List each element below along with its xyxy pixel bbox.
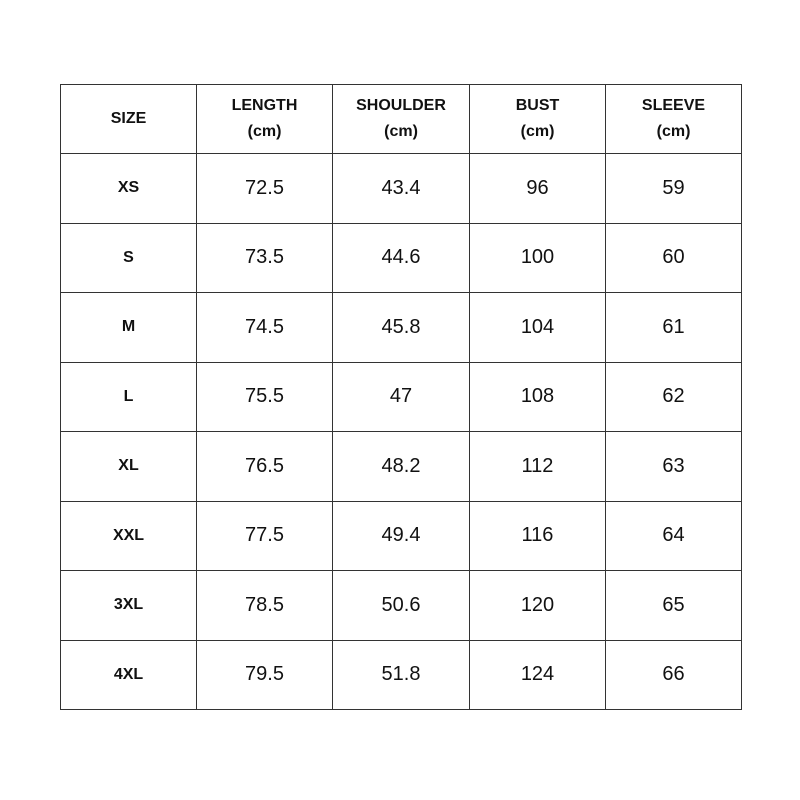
- header-bust-unit: (cm): [520, 123, 555, 140]
- size-chart-table: [60, 84, 742, 710]
- shoulder-cell: 43.4: [333, 154, 470, 224]
- header-length-label: LENGTH: [231, 97, 298, 114]
- length-cell: 78.5: [197, 571, 333, 641]
- bust-cell: 112: [470, 432, 606, 502]
- table-row: [61, 432, 742, 502]
- header-shoulder-label: SHOULDER: [356, 97, 446, 114]
- table-row: [61, 362, 742, 432]
- length-cell: 73.5: [197, 223, 333, 293]
- sleeve-cell: 62: [606, 362, 742, 432]
- header-size: [61, 85, 197, 154]
- sleeve-cell: 66: [606, 640, 742, 710]
- sleeve-cell: 65: [606, 571, 742, 641]
- table-row: [61, 640, 742, 710]
- header-sleeve-unit: (cm): [656, 123, 691, 140]
- bust-cell: 104: [470, 293, 606, 363]
- size-cell: L: [61, 362, 197, 432]
- shoulder-cell: 49.4: [333, 501, 470, 571]
- sleeve-cell: 61: [606, 293, 742, 363]
- length-cell: 74.5: [197, 293, 333, 363]
- header-sleeve: [606, 85, 742, 154]
- size-cell: S: [61, 223, 197, 293]
- header-length-unit: (cm): [247, 123, 282, 140]
- bust-cell: 96: [470, 154, 606, 224]
- size-cell: 4XL: [61, 640, 197, 710]
- length-cell: 75.5: [197, 362, 333, 432]
- bust-cell: 108: [470, 362, 606, 432]
- sleeve-cell: 59: [606, 154, 742, 224]
- size-cell: XS: [61, 154, 197, 224]
- bust-cell: 100: [470, 223, 606, 293]
- header-bust: [470, 85, 606, 154]
- sleeve-cell: 60: [606, 223, 742, 293]
- table-row: [61, 571, 742, 641]
- size-cell: XL: [61, 432, 197, 502]
- shoulder-cell: 47: [333, 362, 470, 432]
- size-cell: 3XL: [61, 571, 197, 641]
- sleeve-cell: 63: [606, 432, 742, 502]
- header-shoulder: [333, 85, 470, 154]
- length-cell: 76.5: [197, 432, 333, 502]
- header-shoulder-unit: (cm): [384, 123, 418, 140]
- shoulder-cell: 45.8: [333, 293, 470, 363]
- shoulder-cell: 48.2: [333, 432, 470, 502]
- length-cell: 72.5: [197, 154, 333, 224]
- header-bust-label: BUST: [515, 97, 560, 114]
- header-size-label: SIZE: [110, 110, 147, 127]
- shoulder-cell: 51.8: [333, 640, 470, 710]
- table-row: [61, 154, 742, 224]
- length-cell: 79.5: [197, 640, 333, 710]
- header-sleeve-label: SLEEVE: [641, 97, 706, 114]
- sleeve-cell: 64: [606, 501, 742, 571]
- size-cell: XXL: [61, 501, 197, 571]
- shoulder-cell: 50.6: [333, 571, 470, 641]
- table-header: [61, 85, 742, 154]
- bust-cell: 120: [470, 571, 606, 641]
- table-row: [61, 223, 742, 293]
- table-row: [61, 501, 742, 571]
- table-body: [61, 154, 742, 710]
- header-row: [61, 85, 742, 154]
- header-length: [197, 85, 333, 154]
- table-row: [61, 293, 742, 363]
- bust-cell: 124: [470, 640, 606, 710]
- shoulder-cell: 44.6: [333, 223, 470, 293]
- bust-cell: 116: [470, 501, 606, 571]
- size-cell: M: [61, 293, 197, 363]
- length-cell: 77.5: [197, 501, 333, 571]
